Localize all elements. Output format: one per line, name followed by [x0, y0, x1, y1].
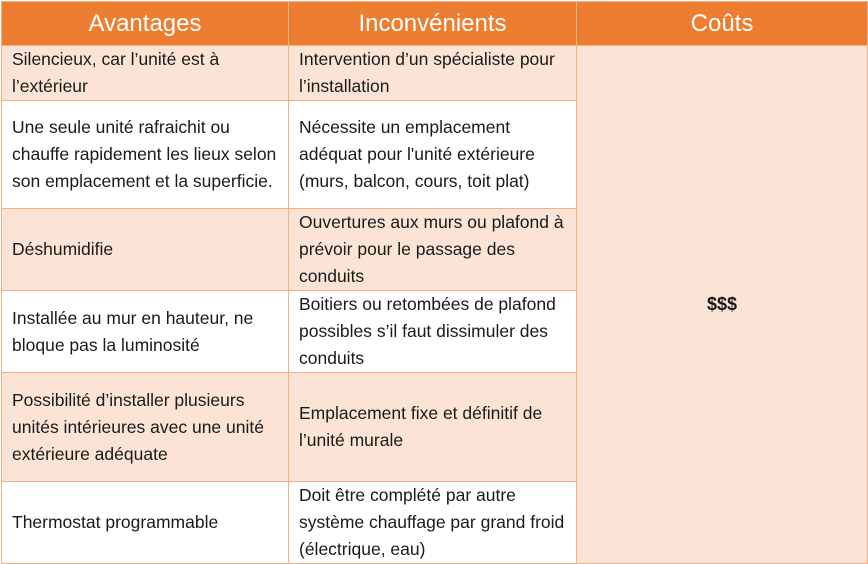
- avantage-cell: Déshumidifie: [2, 209, 289, 291]
- header-row: [2, 2, 868, 46]
- cost-cell: $$$: [577, 46, 868, 564]
- avantage-cell: Installée au mur en hauteur, ne bloque pas la luminosité: [2, 291, 289, 373]
- inconvenient-cell: Doit être complété par autre système chauffage par grand froid (électrique, eau): [289, 482, 577, 564]
- table-row: [2, 46, 868, 101]
- avantage-cell: Thermostat programmable: [2, 482, 289, 564]
- comparison-table: [1, 1, 868, 564]
- header-avantages: Avantages: [2, 2, 289, 46]
- inconvenient-cell: Boitiers ou retombées de plafond possibles s’il faut dissimuler des conduits: [289, 291, 577, 373]
- inconvenient-cell: Emplacement fixe et définitif de l’unité murale: [289, 373, 577, 482]
- avantage-cell: Une seule unité rafraichit ou chauffe rapidement les lieux selon son emplacement et la superficie.: [2, 101, 289, 209]
- avantage-cell: Possibilité d’installer plusieurs unités intérieures avec une unité extérieure adéquate: [2, 373, 289, 482]
- avantage-cell: Silencieux, car l’unité est à l’extérieur: [2, 46, 289, 101]
- inconvenient-cell: Intervention d’un spécialiste pour l’installation: [289, 46, 577, 101]
- header-couts: Coûts: [577, 2, 868, 46]
- header-inconvenients: Inconvénients: [289, 2, 577, 46]
- inconvenient-cell: Nécessite un emplacement adéquat pour l'unité extérieure (murs, balcon, cours, toit plat): [289, 101, 577, 209]
- inconvenient-cell: Ouvertures aux murs ou plafond à prévoir pour le passage des conduits: [289, 209, 577, 291]
